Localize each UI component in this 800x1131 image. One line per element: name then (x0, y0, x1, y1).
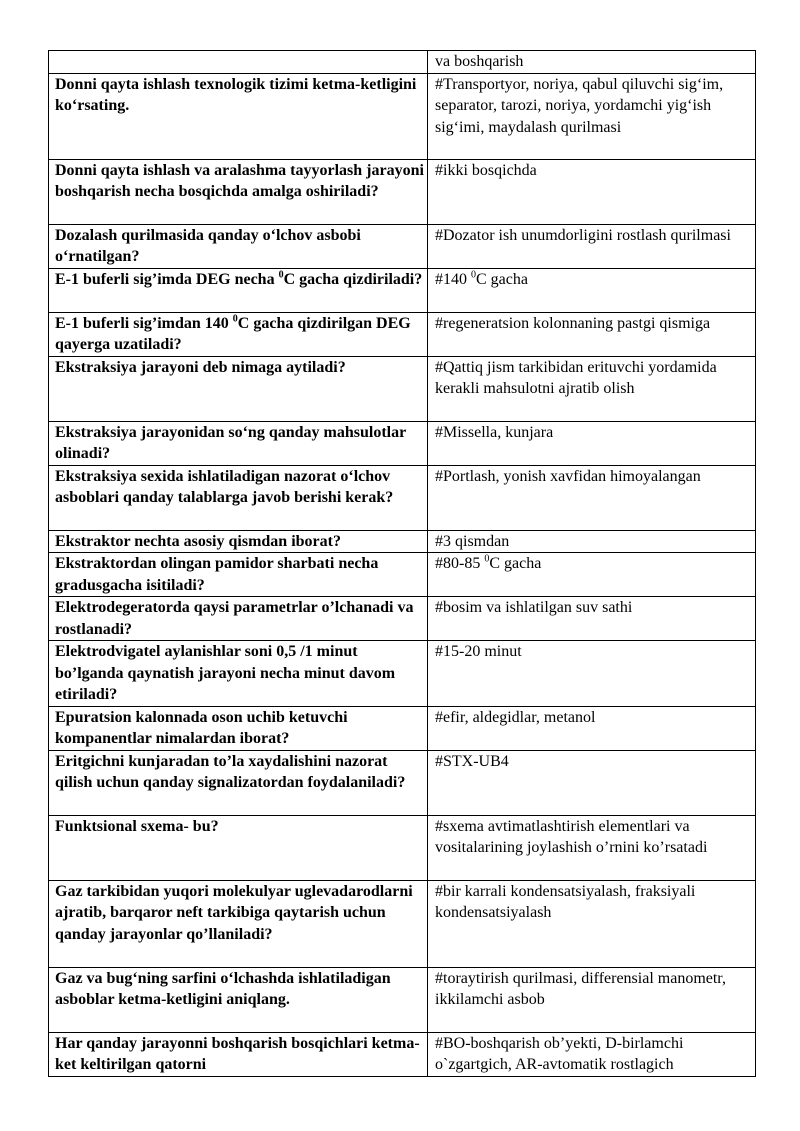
question-answer-table (48, 50, 756, 1077)
table-row (49, 815, 756, 880)
answer-cell: #bir karrali kondensatsiyalash, fraksiyali kondensatsiyalash (428, 880, 756, 967)
table-row (49, 421, 756, 465)
question-text: C gacha qizdiriladi? (283, 270, 423, 288)
degree-superscript: 0 (471, 269, 476, 281)
degree-superscript: 0 (278, 269, 284, 281)
answer-cell: #3 qismdan (428, 530, 756, 553)
question-cell (49, 51, 428, 74)
answer-text: C gacha (489, 555, 542, 572)
answer-cell: va boshqarish (428, 51, 756, 74)
table-row (49, 880, 756, 967)
answer-text: C gacha (476, 270, 528, 288)
table-row (49, 51, 756, 74)
table-row (49, 641, 756, 707)
table-row (49, 224, 756, 268)
question-cell: Elektrodvigatel aylanishlar soni 0,5 /1 minut bo’lganda qaynatish jarayoni necha minut davom etiriladi? (49, 641, 428, 707)
answer-text: #80-85 (435, 555, 485, 572)
question-cell: Dozalash qurilmasida qanday o‘lchov asbobi o‘rnatilgan? (49, 224, 428, 268)
question-cell: Ekstraksiya jarayonidan so‘ng qanday mahsulotlar olinadi? (49, 421, 428, 465)
table-row (49, 597, 756, 641)
answer-cell: #regeneratsion kolonnaning pastgi qismiga (428, 312, 756, 356)
table-row (49, 706, 756, 750)
answer-cell: #15-20 minut (428, 641, 756, 707)
question-cell: Gaz tarkibidan yuqori molekulyar uglevadarodlarni ajratib, barqaror neft tarkibiga qaytarish uchun qanday jarayonlar qo’llaniladi? (49, 880, 428, 967)
answer-cell: #sxema avtimatlashtirish elementlari va vositalarining joylashish o’rnini ko’rsatadi (428, 815, 756, 880)
answer-cell: #STX-UB4 (428, 750, 756, 815)
answer-cell: #efir, aldegidlar, metanol (428, 706, 756, 750)
answer-cell: #Dozator ish unumdorligini rostlash qurilmasi (428, 224, 756, 268)
table-row (49, 530, 756, 553)
answer-cell (428, 553, 756, 597)
answer-cell: #Transportyor, noriya, qabul qiluvchi sig‘im, separator, tarozi, noriya, yordamchi yig‘ish sig‘imi, maydalash qurilmasi (428, 73, 756, 159)
question-text: E-1 buferli sig’imdan 140 (55, 314, 233, 332)
degree-superscript: 0 (484, 553, 490, 565)
table-row (49, 268, 756, 312)
question-cell: Ekstraksiya jarayoni deb nimaga aytiladi? (49, 356, 428, 421)
table-row (49, 159, 756, 224)
answer-text: #140 (435, 270, 471, 288)
answer-cell: #toraytirish qurilmasi, differensial manometr, ikkilamchi asbob (428, 967, 756, 1032)
question-cell: Funktsional sxema- bu? (49, 815, 428, 880)
question-cell: Ekstraktor nechta asosiy qismdan iborat? (49, 530, 428, 553)
answer-cell: #Portlash, yonish xavfidan himoyalangan (428, 465, 756, 530)
question-cell (49, 312, 428, 356)
table-row (49, 312, 756, 356)
question-text: C gacha qizdirilgan DEG qayerga uzatiladi? (55, 314, 411, 353)
question-cell: Ekstraktordan olingan pamidor sharbati necha gradusgacha isitiladi? (49, 553, 428, 597)
question-cell: Donni qayta ishlash texnologik tizimi ketma-ketligini ko‘rsating. (49, 73, 428, 159)
table-row (49, 465, 756, 530)
table-row (49, 750, 756, 815)
question-cell: Har qanday jarayonni boshqarish bosqichlari ketma-ket keltirilgan qatorni (49, 1032, 428, 1076)
question-cell: Elektrodegeratorda qaysi parametrlar o’lchanadi va rostlanadi? (49, 597, 428, 641)
question-cell: Ekstraksiya sexida ishlatiladigan nazorat o‘lchov asboblari qanday talablarga javob berishi kerak? (49, 465, 428, 530)
answer-cell: #ikki bosqichda (428, 159, 756, 224)
table-row (49, 553, 756, 597)
degree-superscript: 0 (232, 313, 238, 325)
table-row (49, 356, 756, 421)
answer-cell: #Missella, kunjara (428, 421, 756, 465)
table-row (49, 1032, 756, 1076)
table-row (49, 967, 756, 1032)
question-cell: Gaz va bug‘ning sarfini o‘lchashda ishlatiladigan asboblar ketma-ketligini aniqlang. (49, 967, 428, 1032)
question-cell: Eritgichni kunjaradan to’la xaydalishini nazorat qilish uchun qanday signalizatordan foydalaniladi? (49, 750, 428, 815)
answer-cell (428, 268, 756, 312)
question-cell (49, 268, 428, 312)
answer-cell: #Qattiq jism tarkibidan erituvchi yordamida kerakli mahsulotni ajratib olish (428, 356, 756, 421)
question-text: E-1 buferli sig’imda DEG necha (55, 270, 279, 288)
answer-cell: #bosim va ishlatilgan suv sathi (428, 597, 756, 641)
question-cell: Donni qayta ishlash va aralashma tayyorlash jarayoni boshqarish necha bosqichda amalga oshiriladi? (49, 159, 428, 224)
answer-cell: #BO-boshqarish ob’yekti, D-birlamchi o`zgartgich, AR-avtomatik rostlagich (428, 1032, 756, 1076)
table-row (49, 73, 756, 159)
question-cell: Epuratsion kalonnada oson uchib ketuvchi kompanentlar nimalardan iborat? (49, 706, 428, 750)
